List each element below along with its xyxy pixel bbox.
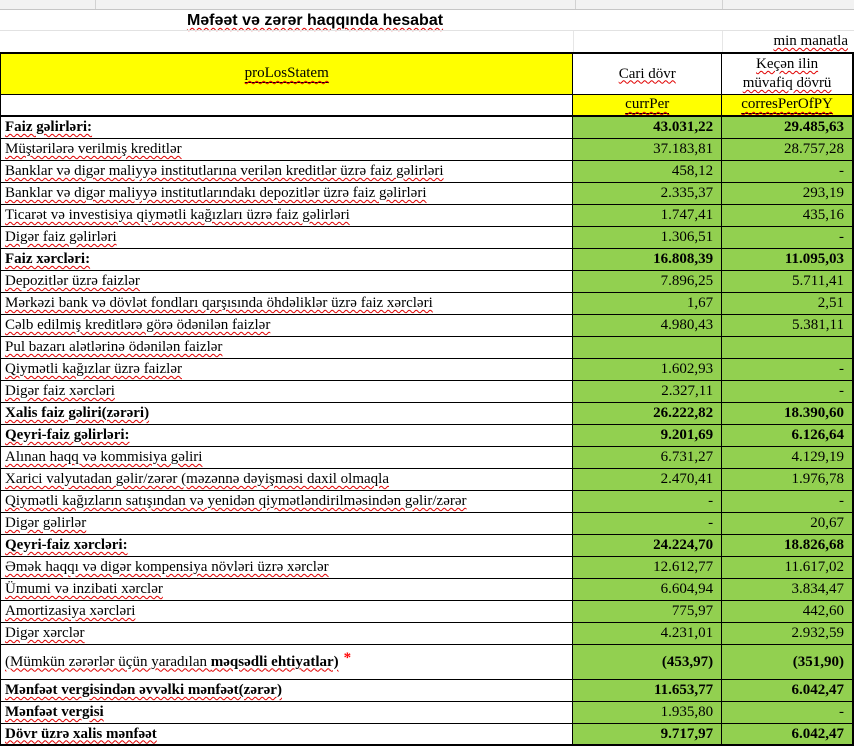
table-row	[0, 337, 854, 359]
row-label: Qiymətli kağızların satışından və yenidən qiymətləndirilməsindən gəlir/zərər	[5, 493, 467, 509]
row-label-cell[interactable]	[1, 724, 573, 744]
previous-period-value-cell[interactable]: 4.129,19	[722, 447, 854, 468]
previous-period-value-cell[interactable]: 5.711,41	[722, 271, 854, 292]
table-row	[0, 491, 854, 513]
row-label: Banklar və digər maliyyə institutlarındakı depozitlər üzrə faiz gəlirləri	[5, 185, 427, 201]
row-label: Faiz gəlirləri:	[5, 119, 93, 135]
current-period-value-cell[interactable]: 24.224,70	[573, 535, 722, 556]
footnote-asterisk: *	[343, 649, 352, 666]
row-label-cell[interactable]	[1, 381, 573, 402]
table-row	[0, 293, 854, 315]
current-period-label: Cari dövr	[618, 65, 676, 82]
previous-period-label: Keçən ilin müvafiq dövrü	[742, 56, 832, 91]
header-cell-prolosstatem[interactable]	[1, 54, 573, 94]
current-period-value-cell[interactable]: 4.980,43	[573, 315, 722, 336]
gridline	[573, 31, 574, 52]
table-row	[0, 205, 854, 227]
current-period-value-cell[interactable]: 12.612,77	[573, 557, 722, 578]
code-row	[0, 95, 854, 117]
previous-period-value-cell[interactable]: 20,67	[722, 513, 854, 534]
current-period-value-cell[interactable]: 6.604,94	[573, 579, 722, 600]
row-label: Dövr üzrə xalis mənfəət	[5, 725, 157, 742]
row-label: Digər xərclər	[5, 625, 85, 641]
title-row	[0, 10, 630, 31]
previous-period-value-cell[interactable]: -	[722, 381, 854, 402]
current-period-value-cell[interactable]: 775,97	[573, 601, 722, 622]
row-label-cell[interactable]	[1, 271, 573, 292]
table-row	[0, 403, 854, 425]
row-label-cell[interactable]	[1, 491, 573, 512]
row-label: Pul bazarı alətlərinə ödənilən faizlər	[5, 339, 223, 355]
current-period-value-cell[interactable]	[573, 337, 722, 358]
table-row	[0, 623, 854, 645]
table-header-row	[0, 52, 854, 95]
row-label-cell[interactable]	[1, 557, 573, 578]
gridline	[722, 31, 723, 52]
table-row	[0, 557, 854, 579]
row-label-cell[interactable]	[1, 403, 573, 424]
previous-period-value-cell[interactable]: 293,19	[722, 183, 854, 204]
unit-row	[0, 31, 854, 52]
table-row	[0, 645, 854, 680]
previous-period-value-cell[interactable]	[722, 337, 854, 358]
row-label: Cəlb edilmiş kreditlərə görə ödənilən faizlər	[5, 317, 271, 333]
row-label-cell[interactable]	[1, 535, 573, 556]
row-label: Müştərilərə verilmiş kreditlər	[5, 141, 182, 157]
previous-period-value-cell[interactable]: -	[722, 359, 854, 380]
current-period-value-cell[interactable]: 1.747,41	[573, 205, 722, 226]
current-period-value-cell[interactable]: 11.653,77	[573, 680, 722, 701]
table-row	[0, 680, 854, 702]
table-row	[0, 447, 854, 469]
current-period-value-cell[interactable]: 1.935,80	[573, 702, 722, 723]
row-label-cell[interactable]	[1, 623, 573, 644]
corresperofpy-label: corresPerOfPY	[741, 96, 833, 112]
previous-period-value-cell[interactable]: 3.834,47	[722, 579, 854, 600]
table-row	[0, 381, 854, 403]
current-period-value-cell[interactable]: 2.327,11	[573, 381, 722, 402]
table-row	[0, 535, 854, 557]
row-label-cell[interactable]	[1, 469, 573, 490]
row-label: Mərkəzi bank və dövlət fondları qarşısında öhdəliklər üzrə faiz xərcləri	[5, 295, 433, 311]
previous-period-value-cell[interactable]: 29.485,63	[722, 117, 854, 138]
table-row	[0, 117, 854, 139]
column-header-bar[interactable]	[0, 0, 854, 10]
row-label: Xalis faiz gəliri(zərəri)	[5, 405, 150, 421]
table-row	[0, 601, 854, 623]
row-label-cell[interactable]	[1, 161, 573, 182]
row-label: Amortizasiya xərcləri	[5, 603, 136, 619]
previous-period-value-cell[interactable]: -	[722, 491, 854, 512]
previous-period-value-cell[interactable]: 442,60	[722, 601, 854, 622]
current-period-value-cell[interactable]: 43.031,22	[573, 117, 722, 138]
current-period-value-cell[interactable]: 1.306,51	[573, 227, 722, 248]
current-period-value-cell[interactable]: 1,67	[573, 293, 722, 314]
current-period-value-cell[interactable]: 26.222,82	[573, 403, 722, 424]
current-period-value-cell[interactable]: 6.731,27	[573, 447, 722, 468]
row-label: Qeyri-faiz xərcləri:	[5, 537, 128, 553]
previous-period-value-cell[interactable]: 11.095,03	[722, 249, 854, 270]
previous-period-value-cell[interactable]: 6.042,47	[722, 680, 854, 701]
previous-period-value-cell[interactable]: 6.042,47	[722, 724, 854, 744]
current-period-value-cell[interactable]: 1.602,93	[573, 359, 722, 380]
table-row	[0, 315, 854, 337]
row-label: Mənfəət vergisi	[5, 704, 104, 720]
table-row	[0, 425, 854, 447]
row-label-cell[interactable]	[1, 117, 573, 138]
row-label: Depozitlər üzrə faizlər	[5, 273, 140, 289]
current-period-value-cell[interactable]: 458,12	[573, 161, 722, 182]
previous-period-value-cell[interactable]: 1.976,78	[722, 469, 854, 490]
row-label: Qeyri-faiz gəlirləri:	[5, 427, 130, 443]
row-label-cell[interactable]	[1, 702, 573, 723]
table-row	[0, 469, 854, 491]
previous-period-value-cell[interactable]: 5.381,11	[722, 315, 854, 336]
previous-period-value-cell[interactable]: -	[722, 702, 854, 723]
header-cell-current-period[interactable]	[573, 54, 722, 94]
column-divider	[95, 0, 96, 9]
row-label-cell[interactable]	[1, 579, 573, 600]
row-label: Faiz xərcləri:	[5, 251, 91, 267]
previous-period-value-cell[interactable]: 18.826,68	[722, 535, 854, 556]
previous-period-value-cell[interactable]: (351,90)	[722, 645, 854, 679]
row-label: Xarici valyutadan gəlir/zərər (məzənnə dəyişməsi daxil olmaqla	[5, 471, 390, 487]
table-row	[0, 579, 854, 601]
row-label: Ümumi və inzibati xərclər	[5, 581, 163, 597]
current-period-value-cell[interactable]: 7.896,25	[573, 271, 722, 292]
current-period-value-cell[interactable]: 4.231,01	[573, 623, 722, 644]
row-label: Əmək haqqı və digər kompensiya növləri üzrə xərclər	[5, 559, 329, 575]
code-cell-currper[interactable]	[573, 95, 722, 115]
row-label-cell[interactable]	[1, 425, 573, 446]
previous-period-value-cell[interactable]: 2.932,59	[722, 623, 854, 644]
current-period-value-cell[interactable]: 2.335,37	[573, 183, 722, 204]
previous-period-value-cell[interactable]: 28.757,28	[722, 139, 854, 160]
row-label-cell[interactable]	[1, 645, 573, 679]
row-label-cell[interactable]	[1, 337, 573, 358]
row-label-cell[interactable]	[1, 680, 573, 701]
row-label: Digər gəlirlər	[5, 515, 87, 531]
table-body	[0, 117, 854, 746]
row-label: Alınan haqq və kommisiya gəliri	[5, 449, 203, 465]
current-period-value-cell[interactable]: 16.808,39	[573, 249, 722, 270]
report-title: Məfəət və zərər haqqında hesabat	[186, 12, 444, 29]
table-row	[0, 359, 854, 381]
previous-period-value-cell[interactable]: 6.126,64	[722, 425, 854, 446]
header-cell-previous-period[interactable]	[722, 54, 854, 94]
row-label-cell[interactable]	[1, 293, 573, 314]
row-label-cell[interactable]	[1, 359, 573, 380]
table-row	[0, 724, 854, 746]
table-row	[0, 249, 854, 271]
previous-period-value-cell[interactable]: -	[722, 227, 854, 248]
table-row	[0, 227, 854, 249]
table-row	[0, 183, 854, 205]
previous-period-value-cell[interactable]: 18.390,60	[722, 403, 854, 424]
row-label: Banklar və digər maliyyə institutlarına verilən kreditlər üzrə faiz gəlirləri	[5, 163, 444, 179]
previous-period-value-cell[interactable]: 11.617,02	[722, 557, 854, 578]
previous-period-value-cell[interactable]: 2,51	[722, 293, 854, 314]
row-label: Qiymətli kağızlar üzrə faizlər	[5, 361, 182, 377]
row-label: Digər faiz gəlirləri	[5, 229, 117, 245]
table-row	[0, 513, 854, 535]
previous-period-value-cell[interactable]: -	[722, 161, 854, 182]
currper-label: currPer	[625, 96, 670, 112]
row-label-cell[interactable]	[1, 205, 573, 226]
unit-note: min manatla	[773, 33, 848, 49]
previous-period-value-cell[interactable]: 435,16	[722, 205, 854, 226]
current-period-value-cell[interactable]: -	[573, 513, 722, 534]
column-divider	[575, 0, 576, 9]
code-cell-corresperofpy[interactable]	[722, 95, 854, 115]
code-cell-empty[interactable]	[1, 95, 573, 115]
current-period-value-cell[interactable]: 37.183,81	[573, 139, 722, 160]
current-period-value-cell[interactable]: (453,97)	[573, 645, 722, 679]
row-label-cell[interactable]	[1, 139, 573, 160]
current-period-value-cell[interactable]: 2.470,41	[573, 469, 722, 490]
row-label-cell[interactable]	[1, 447, 573, 468]
row-label-cell[interactable]	[1, 249, 573, 270]
current-period-value-cell[interactable]: 9.201,69	[573, 425, 722, 446]
row-label-cell[interactable]	[1, 315, 573, 336]
row-label-cell[interactable]	[1, 513, 573, 534]
table-row	[0, 161, 854, 183]
row-label-cell[interactable]	[1, 227, 573, 248]
row-label: Mənfəət vergisindən əvvəlki mənfəət(zərər)	[5, 682, 282, 698]
table-row	[0, 139, 854, 161]
table-row	[0, 702, 854, 724]
current-period-value-cell[interactable]: -	[573, 491, 722, 512]
column-divider	[722, 0, 723, 9]
row-label-cell[interactable]	[1, 183, 573, 204]
table-row	[0, 271, 854, 293]
row-label: Ticarət və investisiya qiymətli kağızları üzrə faiz gəlirləri	[5, 207, 350, 223]
current-period-value-cell[interactable]: 9.717,97	[573, 724, 722, 744]
row-label: Digər faiz xərcləri	[5, 383, 115, 399]
prolosstatem-label: proLosStatem	[244, 65, 329, 81]
row-label: (Mümkün zərərlər üçün yaradılan məqsədli ehtiyatlar)	[5, 653, 339, 670]
row-label-cell[interactable]	[1, 601, 573, 622]
